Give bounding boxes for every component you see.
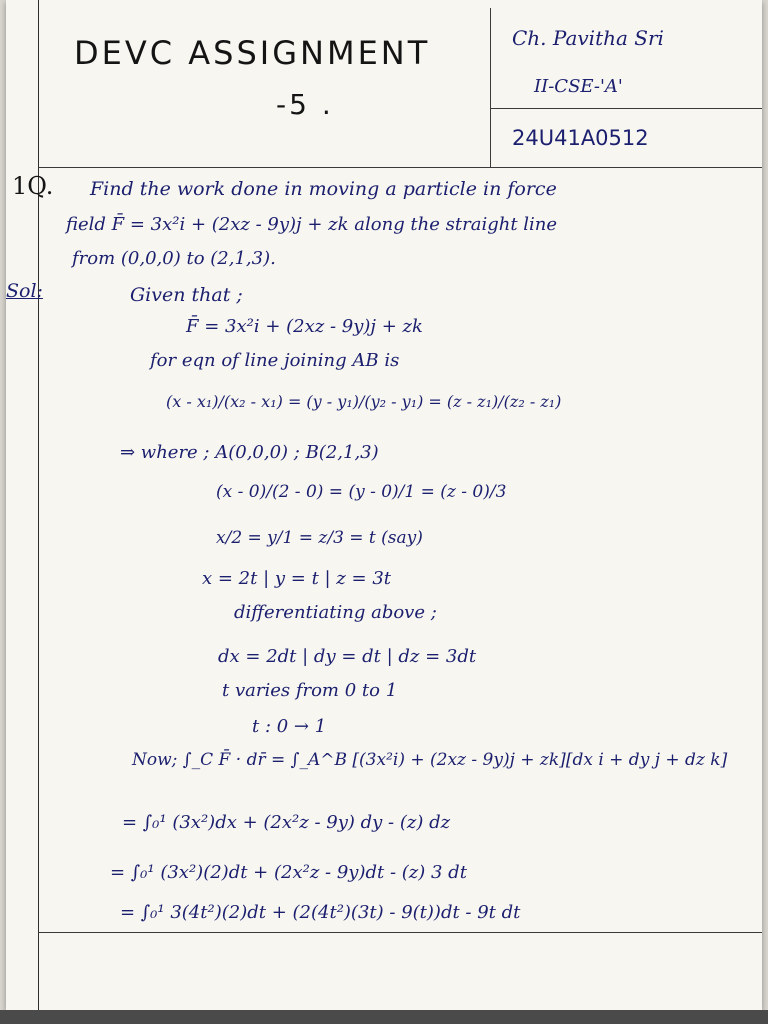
integral-step-1: = ∫₀¹ (3x²)dx + (2x²z - 9y) dy - (z) dz xyxy=(122,812,451,833)
differentials-line: dx = 2dt | dy = dt | dz = 3dt xyxy=(218,646,477,667)
parameter-ratio: x/2 = y/1 = z/3 = t (say) xyxy=(216,528,423,548)
assignment-number: -5 . xyxy=(276,88,334,121)
question-line-3: from (0,0,0) to (2,1,3). xyxy=(72,248,276,269)
line-integral-setup: Now; ∫_C F̄ · dr̄ = ∫_A^B [(3x²i) + (2xz - 9y)j + zk][dx i + dy j + dz k] xyxy=(132,750,728,770)
given-line: Given that ; xyxy=(130,284,243,306)
question-number: 1Q. xyxy=(12,172,54,200)
differentiating-line: differentiating above ; xyxy=(234,602,437,623)
header-bottom-rule xyxy=(38,167,762,168)
question-line-2: field F̄ = 3x²i + (2xz - 9y)j + zk along the straight line xyxy=(66,214,558,235)
desk-background xyxy=(0,1010,768,1024)
t-limits-line: t : 0 → 1 xyxy=(252,716,327,737)
question-line-1: Find the work done in moving a particle in force xyxy=(90,178,557,200)
line-equation-formula: (x - x₁)/(x₂ - x₁) = (y - y₁)/(y₂ - y₁) = (z - z₁)/(z₂ - z₁) xyxy=(166,392,562,411)
notebook-page xyxy=(6,0,762,1010)
margin-line xyxy=(38,0,39,1010)
solution-label: Sol: xyxy=(6,280,43,302)
integral-step-2: = ∫₀¹ (3x²)(2)dt + (2x²z - 9y)dt - (z) 3 dt xyxy=(110,862,467,883)
roll-number: 24U41A0512 xyxy=(512,126,649,150)
line-equation-intro: for eqn of line joining AB is xyxy=(150,350,400,371)
t-range-line: t varies from 0 to 1 xyxy=(222,680,398,701)
integral-step-3: = ∫₀¹ 3(4t²)(2)dt + (2(4t²)(3t) - 9(t))dt - 9t dt xyxy=(120,902,521,923)
parametric-equations: x = 2t | y = t | z = 3t xyxy=(202,568,391,589)
student-class: II-CSE-'A' xyxy=(534,76,623,97)
page-bottom-rule xyxy=(38,932,762,933)
assignment-title: DEVC ASSIGNMENT xyxy=(74,34,431,72)
substituted-ratio: (x - 0)/(2 - 0) = (y - 0)/1 = (z - 0)/3 xyxy=(216,482,507,502)
header-divider-horizontal xyxy=(490,108,762,109)
points-line: ⇒ where ; A(0,0,0) ; B(2,1,3) xyxy=(120,442,379,463)
force-field-line: F̄ = 3x²i + (2xz - 9y)j + zk xyxy=(186,316,423,337)
student-name: Ch. Pavitha Sri xyxy=(512,26,664,50)
header-divider xyxy=(490,8,491,168)
